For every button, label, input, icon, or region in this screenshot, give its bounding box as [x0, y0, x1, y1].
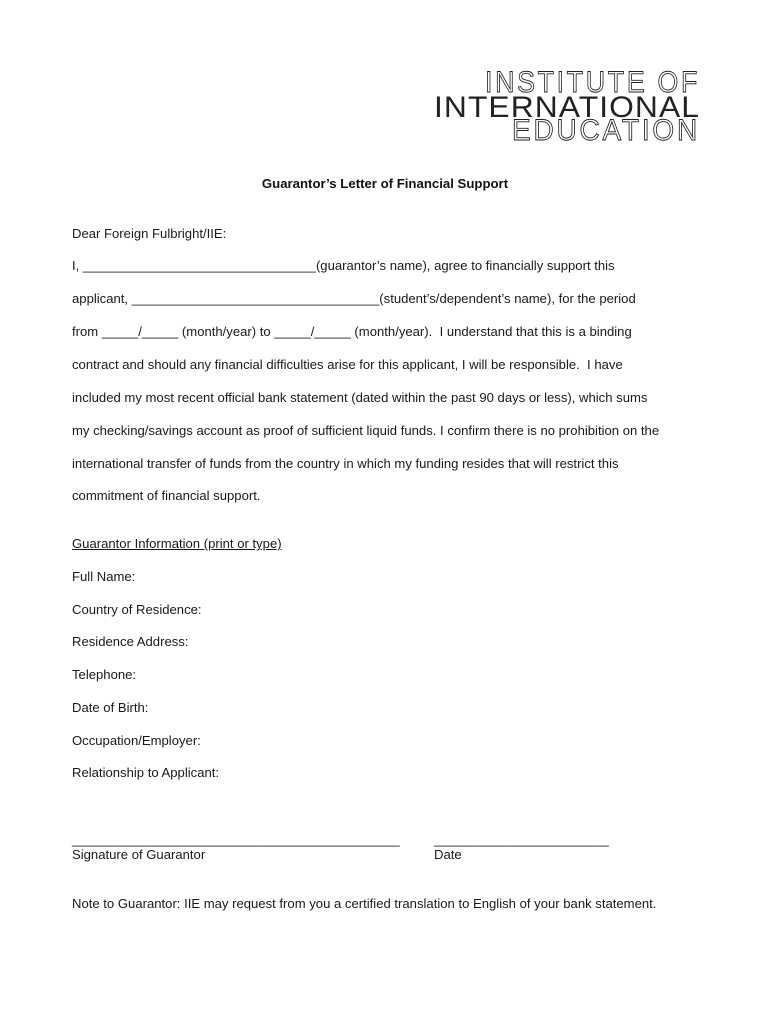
field-country-of-residence: Country of Residence: [72, 602, 202, 617]
iie-logo [430, 68, 705, 146]
logo-line-institute: INSTITUTE OF [485, 68, 700, 99]
body-line-8: commitment of financial support. [72, 488, 261, 503]
body-line-4: contract and should any financial difficulties arise for this applicant, I will be responsible. I have [72, 357, 623, 372]
logo-line-education: EDUCATION [512, 114, 700, 146]
body-line-7: international transfer of funds from the country in which my funding resides that will restrict this [72, 456, 619, 471]
field-telephone: Telephone: [72, 667, 137, 682]
body-line-2: applicant, __________________________________(student’s/dependent’s name), for the period [72, 291, 636, 306]
field-occupation-employer: Occupation/Employer: [72, 733, 201, 748]
logo-line-international: INTERNATIONAL [434, 91, 700, 124]
body-line-1: I, ________________________________(guarantor’s name), agree to financially support this [72, 258, 615, 273]
field-residence-address: Residence Address: [72, 634, 189, 649]
date-line: ________________________ [434, 832, 609, 847]
signature-line: _____________________________________________ [72, 832, 400, 847]
date-label: Date [434, 847, 462, 862]
guarantor-info-heading: Guarantor Information (print or type) [72, 536, 282, 551]
field-relationship-to-applicant: Relationship to Applicant: [72, 765, 220, 780]
document-title: Guarantor’s Letter of Financial Support [261, 176, 509, 191]
note-to-guarantor: Note to Guarantor: IIE may request from you a certified translation to English of your bank statement. [72, 896, 657, 911]
salutation: Dear Foreign Fulbright/IIE: [72, 226, 227, 241]
body-line-3: from _____/_____ (month/year) to _____/_____ (month/year). I understand that this is a binding [72, 324, 632, 339]
body-line-6: my checking/savings account as proof of sufficient liquid funds. I confirm there is no prohibition on the [72, 423, 660, 438]
field-full-name: Full Name: [72, 569, 136, 584]
body-line-5: included my most recent official bank statement (dated within the past 90 days or less), which sums [72, 390, 648, 405]
signature-label: Signature of Guarantor [72, 847, 206, 862]
field-date-of-birth: Date of Birth: [72, 700, 149, 715]
